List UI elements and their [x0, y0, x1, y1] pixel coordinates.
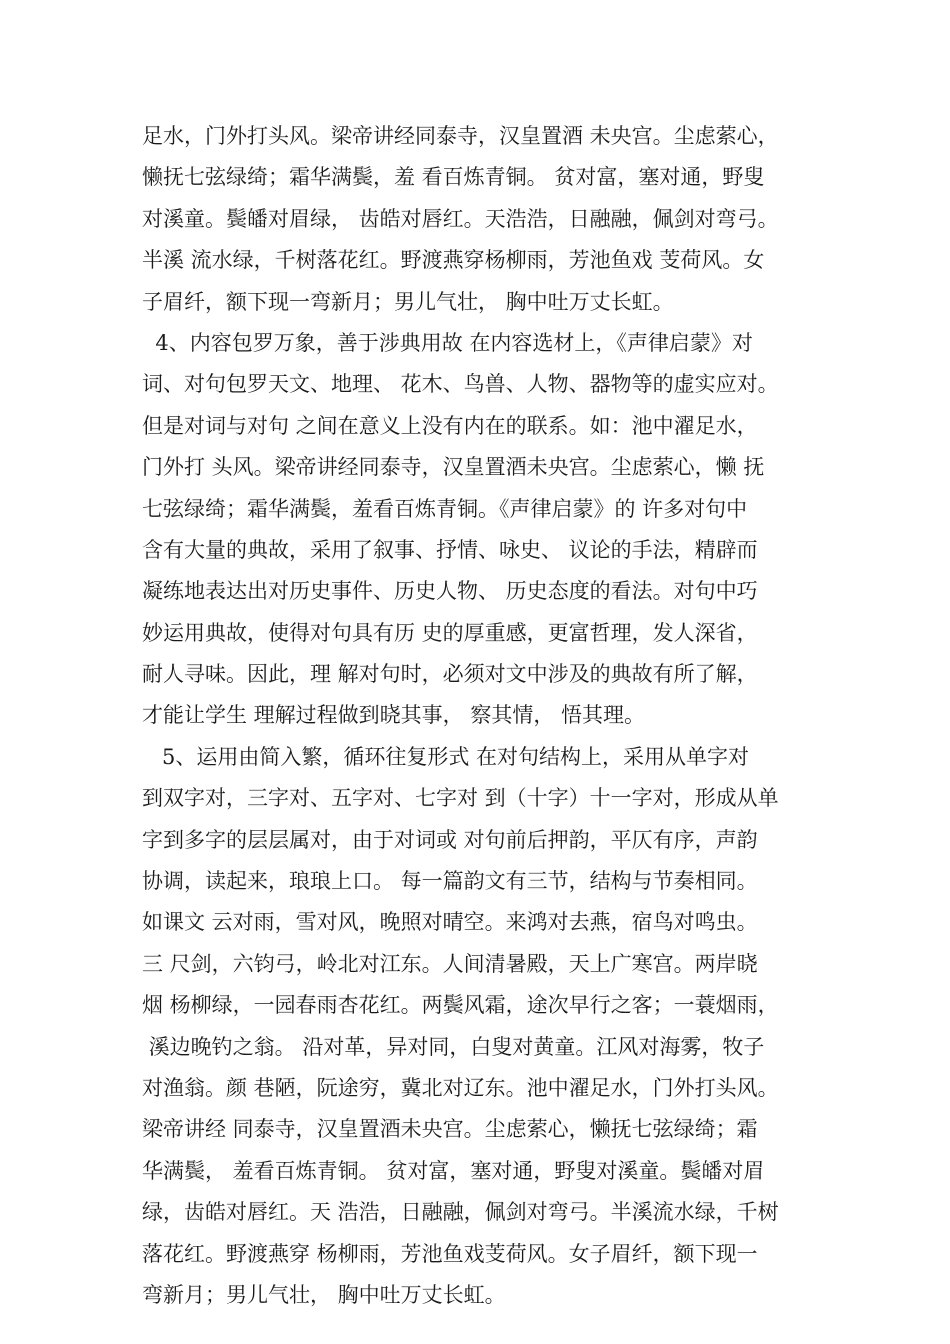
text-line: 烟 杨柳绿，一园春雨杏花红。两鬓风霜，途次早行之客；一蓑烟雨，	[142, 993, 779, 1018]
text-line: 足水，门外打头风。梁帝讲经同泰寺，汉皇置酒 未央宫。尘虑萦心，	[142, 124, 779, 148]
text-line: 溪边晚钓之翁。 沿对革，异对同，白叟对黄童。江风对海雾，牧子	[142, 1034, 765, 1059]
text-line: 凝练地表达出对历史事件、历史人物、 历史态度的看法。对句中巧	[142, 579, 758, 604]
text-line: 半溪 流水绿，千树落花红。野渡燕穿杨柳雨，芳池鱼戏 芰荷风。女	[142, 248, 765, 273]
text-line: 华满鬓， 羞看百炼青铜。 贫对富，塞对通，野叟对溪童。鬓皤对眉	[142, 1158, 765, 1183]
text-line: 七弦绿绮；霜华满鬓，羞看百炼青铜。《声律启蒙》的 许多对句中	[142, 496, 748, 521]
text-line: 门外打 头风。梁帝讲经同泰寺，汉皇置酒未央宫。尘虑萦心，懒 抚	[142, 455, 765, 480]
text-line: 对渔翁。颜 巷陋，阮途穷，冀北对辽东。池中濯足水，门外打头风。	[142, 1075, 779, 1100]
text-line: 但是对词与对句 之间在意义上没有内在的联系。如：池中濯足水，	[142, 413, 758, 438]
text-line: 协调，读起来，琅琅上口。 每一篇韵文有三节，结构与节奏相同。	[142, 869, 758, 894]
text-line: 绿，齿皓对唇红。天 浩浩，日融融，佩剑对弯弓。半溪流水绿，千树	[142, 1200, 779, 1225]
text-line: 懒抚七弦绿绮；霜华满鬓，羞 看百炼青铜。 贫对富，塞对通，野叟	[142, 165, 765, 190]
text-line: 字到多字的层层属对，由于对词或 对句前后押韵，平仄有序，声韵	[142, 827, 758, 852]
text-line: 对溪童。鬓皤对眉绿， 齿皓对唇红。天浩浩，日融融，佩剑对弯弓。	[142, 206, 779, 231]
text-line: 5、运用由简入繁，循环往复形式 在对句结构上，采用从单字对	[142, 744, 750, 769]
text-line: 含有大量的典故，采用了叙事、抒情、咏史、 议论的手法，精辟而	[142, 537, 758, 562]
text-line: 子眉纤，额下现一弯新月；男儿气壮， 胸中吐万丈长虹。	[142, 289, 674, 314]
body-text	[142, 116, 812, 1316]
text-line: 三 尺剑，六钧弓，岭北对江东。人间清暑殿，天上广寒宫。两岸晓	[142, 951, 758, 976]
text-line: 梁帝讲经 同泰寺，汉皇置酒未央宫。尘虑萦心，懒抚七弦绿绮；霜	[142, 1117, 758, 1142]
text-line: 才能让学生 理解过程做到晓其事， 察其情， 悟其理。	[142, 703, 646, 728]
text-line: 如课文 云对雨，雪对风，晚照对晴空。来鸿对去燕，宿鸟对鸣虫。	[142, 910, 758, 935]
text-line: 到双字对，三字对、五字对、七字对 到（十字）十一字对，形成从单	[142, 786, 779, 811]
text-line: 落花红。野渡燕穿 杨柳雨，芳池鱼戏芰荷风。女子眉纤，额下现一	[142, 1241, 758, 1266]
text-line: 弯新月；男儿气壮， 胸中吐万丈长虹。	[142, 1282, 506, 1307]
text-line: 4、内容包罗万象，善于涉典用故 在内容选材上，《声律启蒙》对	[142, 330, 753, 355]
text-line: 耐人寻味。因此，理 解对句时，必须对文中涉及的典故有所了解，	[142, 662, 758, 687]
text-line: 妙运用典故，使得对句具有历 史的厚重感，更富哲理，发人深省，	[142, 620, 758, 645]
text-line: 词、对句包罗天文、地理、 花木、鸟兽、人物、器物等的虚实应对。	[142, 372, 779, 397]
